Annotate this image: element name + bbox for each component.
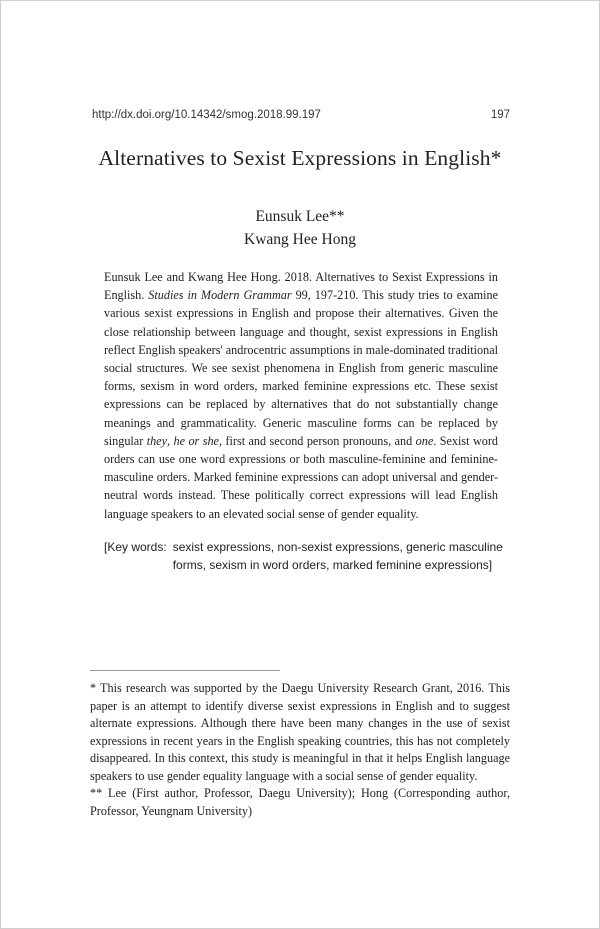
doi-link[interactable]: http://dx.doi.org/10.14342/smog.2018.99.197 xyxy=(92,109,321,121)
abstract xyxy=(104,268,498,523)
term-they: they xyxy=(146,433,168,448)
footnote-2: ** Lee (First author, Professor, Daegu University); Hong (Corresponding author, Professor, Yeungnam University) xyxy=(90,786,510,818)
footnotes xyxy=(90,680,510,820)
term-one: one xyxy=(415,433,434,448)
running-header xyxy=(92,109,510,121)
abstract-sep: , xyxy=(167,433,174,448)
abstract-text-2: , first and second person pronouns, and xyxy=(218,433,416,448)
journal-name: Studies in Modern Grammar xyxy=(148,288,292,303)
abstract-text-3: . Sexist word orders can use one word expressions or both masculine-feminine and feminine-masculine orders. Marked feminine expressions can adopt universal and gender-neutral words instead. These politically correct expressions will lead English language speakers to an elevated social sense of gender equality. xyxy=(104,433,499,521)
abstract-citation: Eunsuk Lee and Kwang Hee Hong. 2018. Alternatives to Sexist Expressions in English. xyxy=(104,270,498,303)
term-he-or-she: he or she xyxy=(173,433,219,448)
keywords xyxy=(104,538,504,574)
abstract-text-1: 99, 197-210. This study tries to examine various sexist expressions in English and propose their alternatives. Given the close relationship between language and thought, sexist expressions in English reflect English speakers' androcentric assumptions in male-dominated traditional social structures. We see sexist phenomena in English from generic masculine forms, sexism in word orders, marked feminine expressions etc. These sexist expressions can be replaced by alternatives that do not substantially change meanings and grammaticality. Generic masculine forms can be replaced by singular xyxy=(104,288,498,448)
author-1: Eunsuk Lee** xyxy=(255,208,345,225)
paper-title: Alternatives to Sexist Expressions in English* xyxy=(98,146,502,170)
keywords-text: sexist expressions, non-sexist expressions, generic masculine forms, sexism in word orders, marked feminine expressions] xyxy=(172,540,503,572)
footnote-divider xyxy=(90,670,280,671)
footnote-1: * This research was supported by the Daegu University Research Grant, 2016. This paper is an attempt to identify diverse sexist expressions in English and to suggest alternate expressions. Although there have been many changes in the use of sexist expressions in recent years in the English speaking countries, this has not completely disappeared. In this context, this study is meaningful in that it helps English language speakers to use gender equality language with a social sense of gender equality. xyxy=(90,681,510,783)
author-list xyxy=(0,205,600,251)
page-number: 197 xyxy=(490,109,510,121)
author-2: Kwang Hee Hong xyxy=(244,231,356,248)
keywords-label: [Key words: xyxy=(104,540,167,554)
